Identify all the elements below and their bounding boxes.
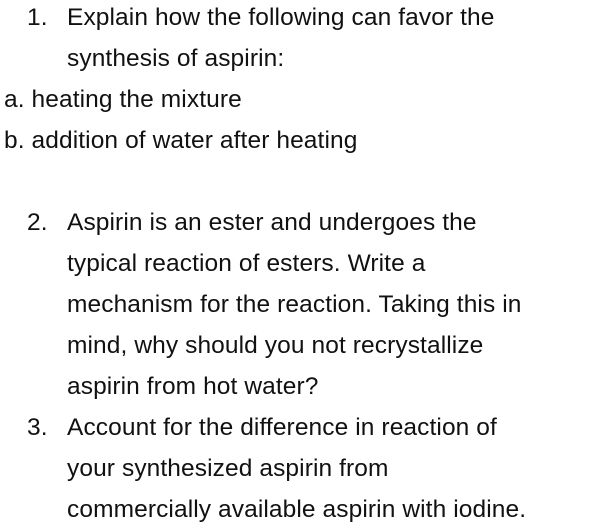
question-1-line-1: Explain how the following can favor the [67, 4, 495, 31]
question-3-line-1: Account for the difference in reaction of [67, 414, 497, 441]
question-1-part-a: a. heating the mixture [4, 86, 242, 113]
question-1-part-b: b. addition of water after heating [4, 127, 358, 154]
question-3-line-2: your synthesized aspirin from [67, 455, 389, 482]
question-2-number: 2. [27, 209, 48, 236]
question-2-line-5: aspirin from hot water? [67, 373, 319, 400]
question-2-line-2: typical reaction of esters. Write a [67, 250, 426, 277]
question-3-number: 3. [27, 414, 48, 441]
question-2-line-4: mind, why should you not recrystallize [67, 332, 484, 359]
question-1-line-2: synthesis of aspirin: [67, 45, 285, 72]
question-2-line-3: mechanism for the reaction. Taking this in [67, 291, 522, 318]
question-1-number: 1. [27, 4, 48, 31]
question-2-line-1: Aspirin is an ester and undergoes the [67, 209, 477, 236]
question-3-line-3: commercially available aspirin with iodine. [67, 496, 527, 523]
